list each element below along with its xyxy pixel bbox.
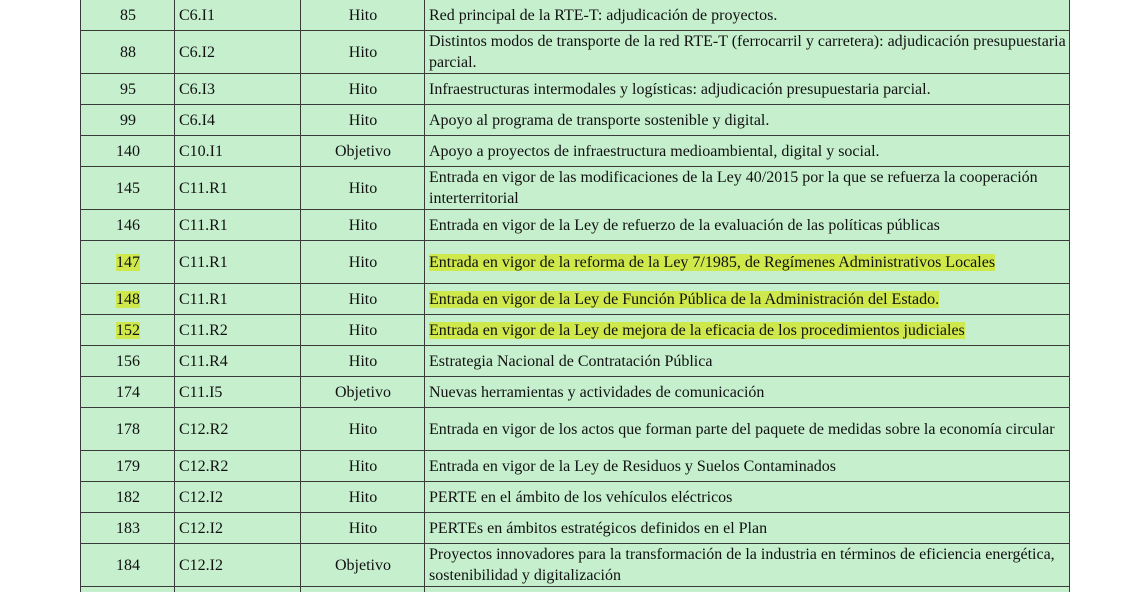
description-cell [425, 241, 1070, 284]
milestone-type: Hito [348, 80, 378, 98]
row-number: 178 [116, 420, 140, 438]
table-row [81, 105, 1070, 136]
component-code: C12.I2 [179, 488, 223, 506]
milestone-type-cell [301, 315, 425, 346]
description-cell [425, 210, 1070, 241]
component-code: C12.I2 [179, 556, 223, 574]
description-cell [425, 136, 1070, 167]
component-code-cell [175, 0, 301, 31]
description-text: Entrada en vigor de la Ley de Residuos y Suelos Contaminados [429, 457, 837, 475]
table-row [81, 167, 1070, 210]
row-number-cell [81, 451, 175, 482]
description-cell [425, 0, 1070, 31]
milestone-type-cell [301, 284, 425, 315]
row-number: 156 [116, 352, 140, 370]
component-code: C11.R1 [179, 216, 228, 234]
component-code: C6.I3 [179, 80, 215, 98]
row-number-cell [81, 210, 175, 241]
milestone-type-cell [301, 346, 425, 377]
milestone-type-cell [301, 513, 425, 544]
milestone-type-cell [301, 0, 425, 31]
component-code-cell [175, 136, 301, 167]
milestones-table [80, 0, 1070, 592]
milestone-type: Objetivo [335, 383, 391, 401]
empty-cell [175, 587, 301, 592]
row-number-cell [81, 284, 175, 315]
component-code: C11.I5 [179, 383, 223, 401]
description-text: Apoyo a proyectos de infraestructura medioambiental, digital y social. [429, 142, 880, 160]
component-code-cell [175, 482, 301, 513]
row-number-cell [81, 544, 175, 587]
description-text: Red principal de la RTE-T: adjudicación de proyectos. [429, 6, 778, 24]
milestone-type: Hito [348, 179, 378, 197]
description-text: Infraestructuras intermodales y logísticas: adjudicación presupuestaria parcial. [429, 80, 931, 98]
description-text: PERTE en el ámbito de los vehículos eléctricos [429, 488, 733, 506]
empty-cell [301, 587, 425, 592]
milestone-type-cell [301, 210, 425, 241]
description-cell [425, 31, 1070, 74]
table-row [81, 408, 1070, 451]
row-number: 145 [116, 179, 140, 197]
description-text: Proyectos innovadores para la transformación de la industria en términos de eficiencia energética, sostenibilidad y digitalización [429, 546, 1055, 584]
row-number-cell [81, 31, 175, 74]
milestone-type-cell [301, 167, 425, 210]
row-number: 174 [116, 383, 140, 401]
row-number-highlighted: 148 [116, 290, 140, 308]
row-number: 88 [120, 43, 136, 61]
milestone-type-cell [301, 408, 425, 451]
table-row [81, 0, 1070, 31]
component-code: C6.I4 [179, 111, 215, 129]
table-row-highlighted [81, 315, 1070, 346]
table-row [81, 31, 1070, 74]
component-code-cell [175, 513, 301, 544]
row-number: 140 [116, 142, 140, 160]
table-row [81, 210, 1070, 241]
milestones-table-body [81, 0, 1070, 592]
empty-cell [425, 587, 1070, 592]
table-row [81, 544, 1070, 587]
component-code-cell [175, 346, 301, 377]
table-row [81, 346, 1070, 377]
description-text: Entrada en vigor de las modificaciones de la Ley 40/2015 por la que se refuerza la cooperación interterritorial [429, 169, 1038, 207]
milestone-type-cell [301, 451, 425, 482]
row-number-cell [81, 346, 175, 377]
description-cell [425, 451, 1070, 482]
component-code: C12.R2 [179, 420, 229, 438]
milestone-type-cell [301, 544, 425, 587]
row-number-cell [81, 241, 175, 284]
row-number: 184 [116, 556, 140, 574]
component-code-cell [175, 408, 301, 451]
row-number-cell [81, 315, 175, 346]
milestone-type: Hito [348, 420, 378, 438]
component-code-cell [175, 31, 301, 74]
row-number-cell [81, 0, 175, 31]
description-cell [425, 74, 1070, 105]
component-code-cell [175, 544, 301, 587]
milestone-type-cell [301, 31, 425, 74]
row-number-cell [81, 408, 175, 451]
milestone-type: Objetivo [335, 556, 391, 574]
row-number-cell [81, 74, 175, 105]
component-code: C10.I1 [179, 142, 223, 160]
component-code: C11.R1 [179, 179, 228, 197]
milestone-type-cell [301, 241, 425, 284]
description-text: Estrategia Nacional de Contratación Pública [429, 352, 713, 370]
component-code-cell [175, 284, 301, 315]
description-cell [425, 105, 1070, 136]
component-code-cell [175, 451, 301, 482]
description-text-highlighted: Entrada en vigor de la reforma de la Ley 7/1985, de Regímenes Administrativos Locales [429, 253, 996, 271]
row-number: 183 [116, 519, 140, 537]
milestone-type: Hito [348, 216, 378, 234]
description-cell [425, 513, 1070, 544]
row-number: 99 [120, 111, 136, 129]
description-cell [425, 377, 1070, 408]
row-number: 182 [116, 488, 140, 506]
component-code-cell [175, 377, 301, 408]
empty-cell [81, 587, 175, 592]
component-code: C6.I1 [179, 6, 215, 24]
milestone-type: Hito [348, 352, 378, 370]
description-text: Nuevas herramientas y actividades de comunicación [429, 383, 765, 401]
description-cell [425, 544, 1070, 587]
milestone-type: Hito [348, 321, 378, 339]
component-code: C12.I2 [179, 519, 223, 537]
table-row [81, 74, 1070, 105]
row-number: 146 [116, 216, 140, 234]
milestone-type: Hito [348, 6, 378, 24]
table-row-highlighted [81, 241, 1070, 284]
description-cell [425, 482, 1070, 513]
table-row-highlighted [81, 284, 1070, 315]
component-code: C11.R1 [179, 290, 228, 308]
table-row [81, 482, 1070, 513]
component-code: C11.R2 [179, 321, 228, 339]
description-text: PERTEs en ámbitos estratégicos definidos en el Plan [429, 519, 768, 537]
row-number-highlighted: 152 [116, 321, 140, 339]
description-cell [425, 315, 1070, 346]
milestone-type-cell [301, 74, 425, 105]
milestone-type: Hito [348, 290, 378, 308]
component-code: C11.R1 [179, 253, 228, 271]
component-code-cell [175, 315, 301, 346]
description-cell [425, 167, 1070, 210]
table-row [81, 377, 1070, 408]
component-code-cell [175, 105, 301, 136]
component-code: C11.R4 [179, 352, 228, 370]
milestone-type: Hito [348, 457, 378, 475]
milestone-type-cell [301, 482, 425, 513]
table-row [81, 513, 1070, 544]
description-text: Entrada en vigor de la Ley de refuerzo de la evaluación de las políticas públicas [429, 216, 940, 234]
table-row [81, 136, 1070, 167]
row-number-cell [81, 377, 175, 408]
component-code-cell [175, 74, 301, 105]
row-number-highlighted: 147 [116, 253, 140, 271]
milestone-type-cell [301, 377, 425, 408]
description-text: Distintos modos de transporte de la red RTE-T (ferrocarril y carretera): adjudicación presupuestaria parcial. [429, 33, 1066, 71]
description-text-highlighted: Entrada en vigor de la Ley de Función Pública de la Administración del Estado. [429, 290, 940, 308]
row-number-cell [81, 136, 175, 167]
row-number-cell [81, 105, 175, 136]
row-number: 179 [116, 457, 140, 475]
component-code-cell [175, 241, 301, 284]
component-code: C6.I2 [179, 43, 215, 61]
row-number: 85 [120, 6, 136, 24]
milestone-type: Hito [348, 111, 378, 129]
row-number-cell [81, 167, 175, 210]
table-row [81, 451, 1070, 482]
milestone-type: Hito [348, 43, 378, 61]
milestone-type-cell [301, 136, 425, 167]
milestone-type: Hito [348, 519, 378, 537]
component-code-cell [175, 167, 301, 210]
component-code-cell [175, 210, 301, 241]
milestone-type: Objetivo [335, 142, 391, 160]
description-cell [425, 284, 1070, 315]
row-number-cell [81, 513, 175, 544]
description-cell [425, 346, 1070, 377]
description-text-highlighted: Entrada en vigor de la Ley de mejora de la eficacia de los procedimientos judiciales [429, 321, 965, 339]
description-text: Apoyo al programa de transporte sostenible y digital. [429, 111, 770, 129]
milestone-type: Hito [348, 253, 378, 271]
milestone-type: Hito [348, 488, 378, 506]
row-number-cell [81, 482, 175, 513]
row-number: 95 [120, 80, 136, 98]
component-code: C12.R2 [179, 457, 229, 475]
milestone-type-cell [301, 105, 425, 136]
description-cell [425, 408, 1070, 451]
table-row-cut-off [81, 587, 1070, 592]
description-text: Entrada en vigor de los actos que forman parte del paquete de medidas sobre la economía circular [429, 420, 1055, 438]
